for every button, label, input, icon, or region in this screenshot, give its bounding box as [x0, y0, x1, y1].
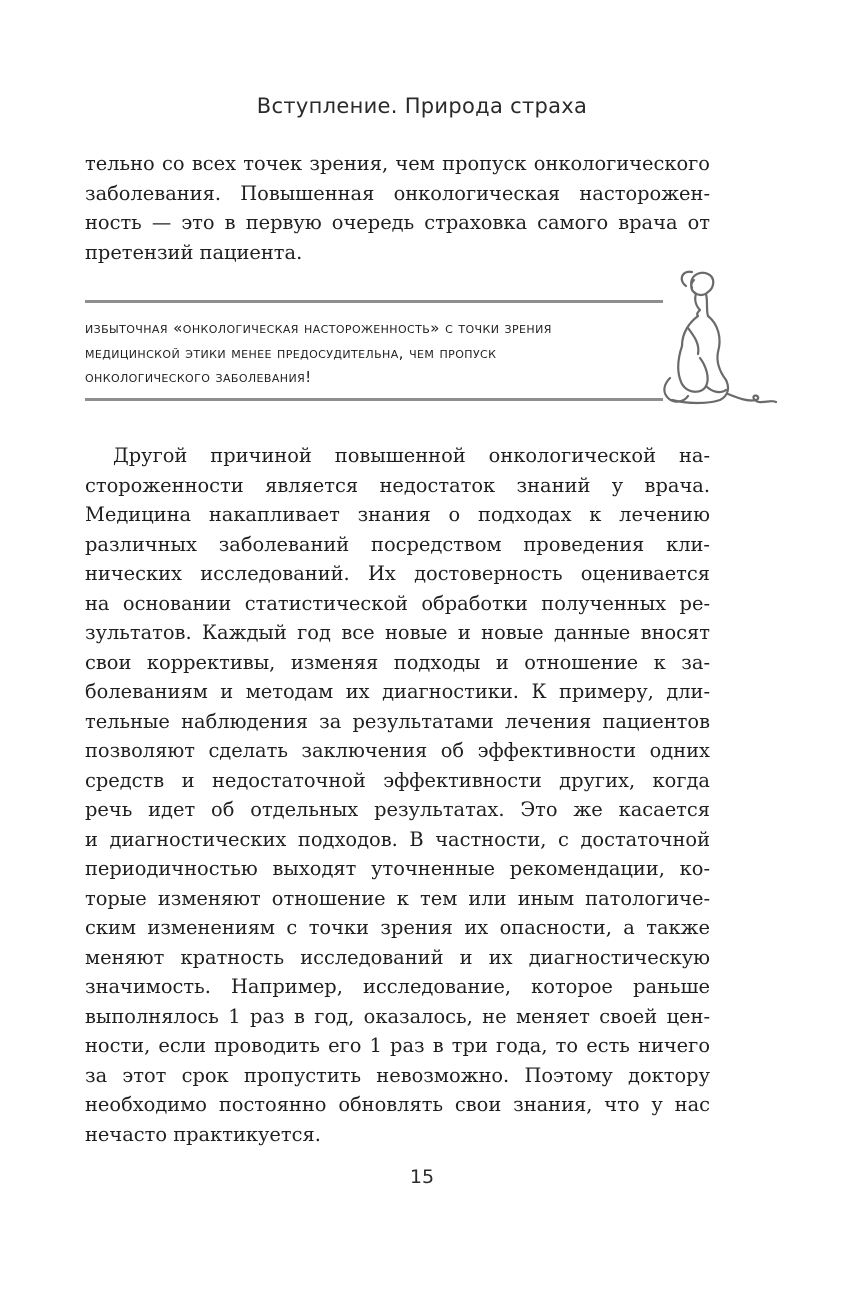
callout-line: избыточная «онкологическая настороженность» с точки зрения	[85, 319, 552, 337]
text-line: ским изменениям с точки зрения их опасности, а также	[85, 916, 710, 939]
text-line: и диагностических подходов. В частности, с достаточной	[85, 827, 710, 851]
text-line: ность — это в первую очередь страховка самого врача от	[85, 211, 710, 234]
callout-line: онкологического заболевания!	[85, 368, 312, 386]
text-line: нечасто практикуется.	[85, 1122, 321, 1146]
text-line: тельные наблюдения за результатами лечения пациентов	[85, 709, 710, 733]
text-line: торые изменяют отношение к тем или иным патологиче-	[85, 886, 710, 910]
text-line: Медицина накапливает знания о подходах к лечению	[85, 503, 710, 526]
text-line: болеваниям и методам их диагностики. К примеру, дли-	[85, 680, 710, 703]
seated-woman-illustration-icon	[648, 266, 778, 411]
text-line: тельно со всех точек зрения, чем пропуск онкологического	[85, 152, 710, 175]
text-line: различных заболеваний посредством проведения кли-	[85, 532, 710, 556]
text-line: на основании статистической обработки полученных ре-	[85, 591, 710, 615]
text-line: позволяют сделать заключения об эффективности одних	[85, 739, 710, 762]
paragraph-continued	[85, 149, 710, 267]
text-line: за этот срок пропустить невозможно. Поэтому доктору	[85, 1063, 710, 1087]
text-line: меняют кратность исследований и их диагностическую	[85, 945, 710, 969]
text-line: значимость. Например, исследование, которое раньше	[85, 975, 710, 998]
callout-bottom-rule	[85, 398, 663, 401]
page-number: 15	[409, 1166, 435, 1188]
running-head-text: Вступление. Природа страха	[256, 94, 588, 118]
text-line: периодичностью выходят уточненные рекомендации, ко-	[85, 857, 710, 880]
main-paragraph	[85, 441, 710, 1149]
text-line: средств и недостаточной эффективности других, когда	[85, 768, 710, 792]
text-line: ности, если проводить его 1 раз в три года, то есть ничего	[85, 1034, 710, 1057]
text-line: нических исследований. Их достоверность оценивается	[85, 562, 710, 585]
text-line: претензий пациента.	[85, 240, 303, 264]
callout-box	[85, 316, 660, 390]
text-line: заболевания. Повышенная онкологическая насторожен-	[85, 181, 710, 205]
text-line: Другой причиной повышенной онкологической на-	[113, 444, 710, 467]
text-line: необходимо постоянно обновлять свои знания, что у нас	[85, 1093, 710, 1116]
text-line: выполнялось 1 раз в год, оказалось, не меняет своей цен-	[85, 1004, 710, 1028]
running-head	[0, 94, 844, 118]
callout-line: медицинской этики менее предосудительна, чем пропуск	[85, 343, 497, 362]
text-line: свои коррективы, изменяя подходы и отношение к за-	[85, 650, 710, 674]
callout-top-rule	[85, 300, 663, 303]
text-line: речь идет об отдельных результатах. Это же касается	[85, 798, 710, 821]
text-line: стороженности является недостаток знаний у врача.	[85, 473, 710, 497]
text-line: зультатов. Каждый год все новые и новые данные вносят	[85, 621, 710, 644]
